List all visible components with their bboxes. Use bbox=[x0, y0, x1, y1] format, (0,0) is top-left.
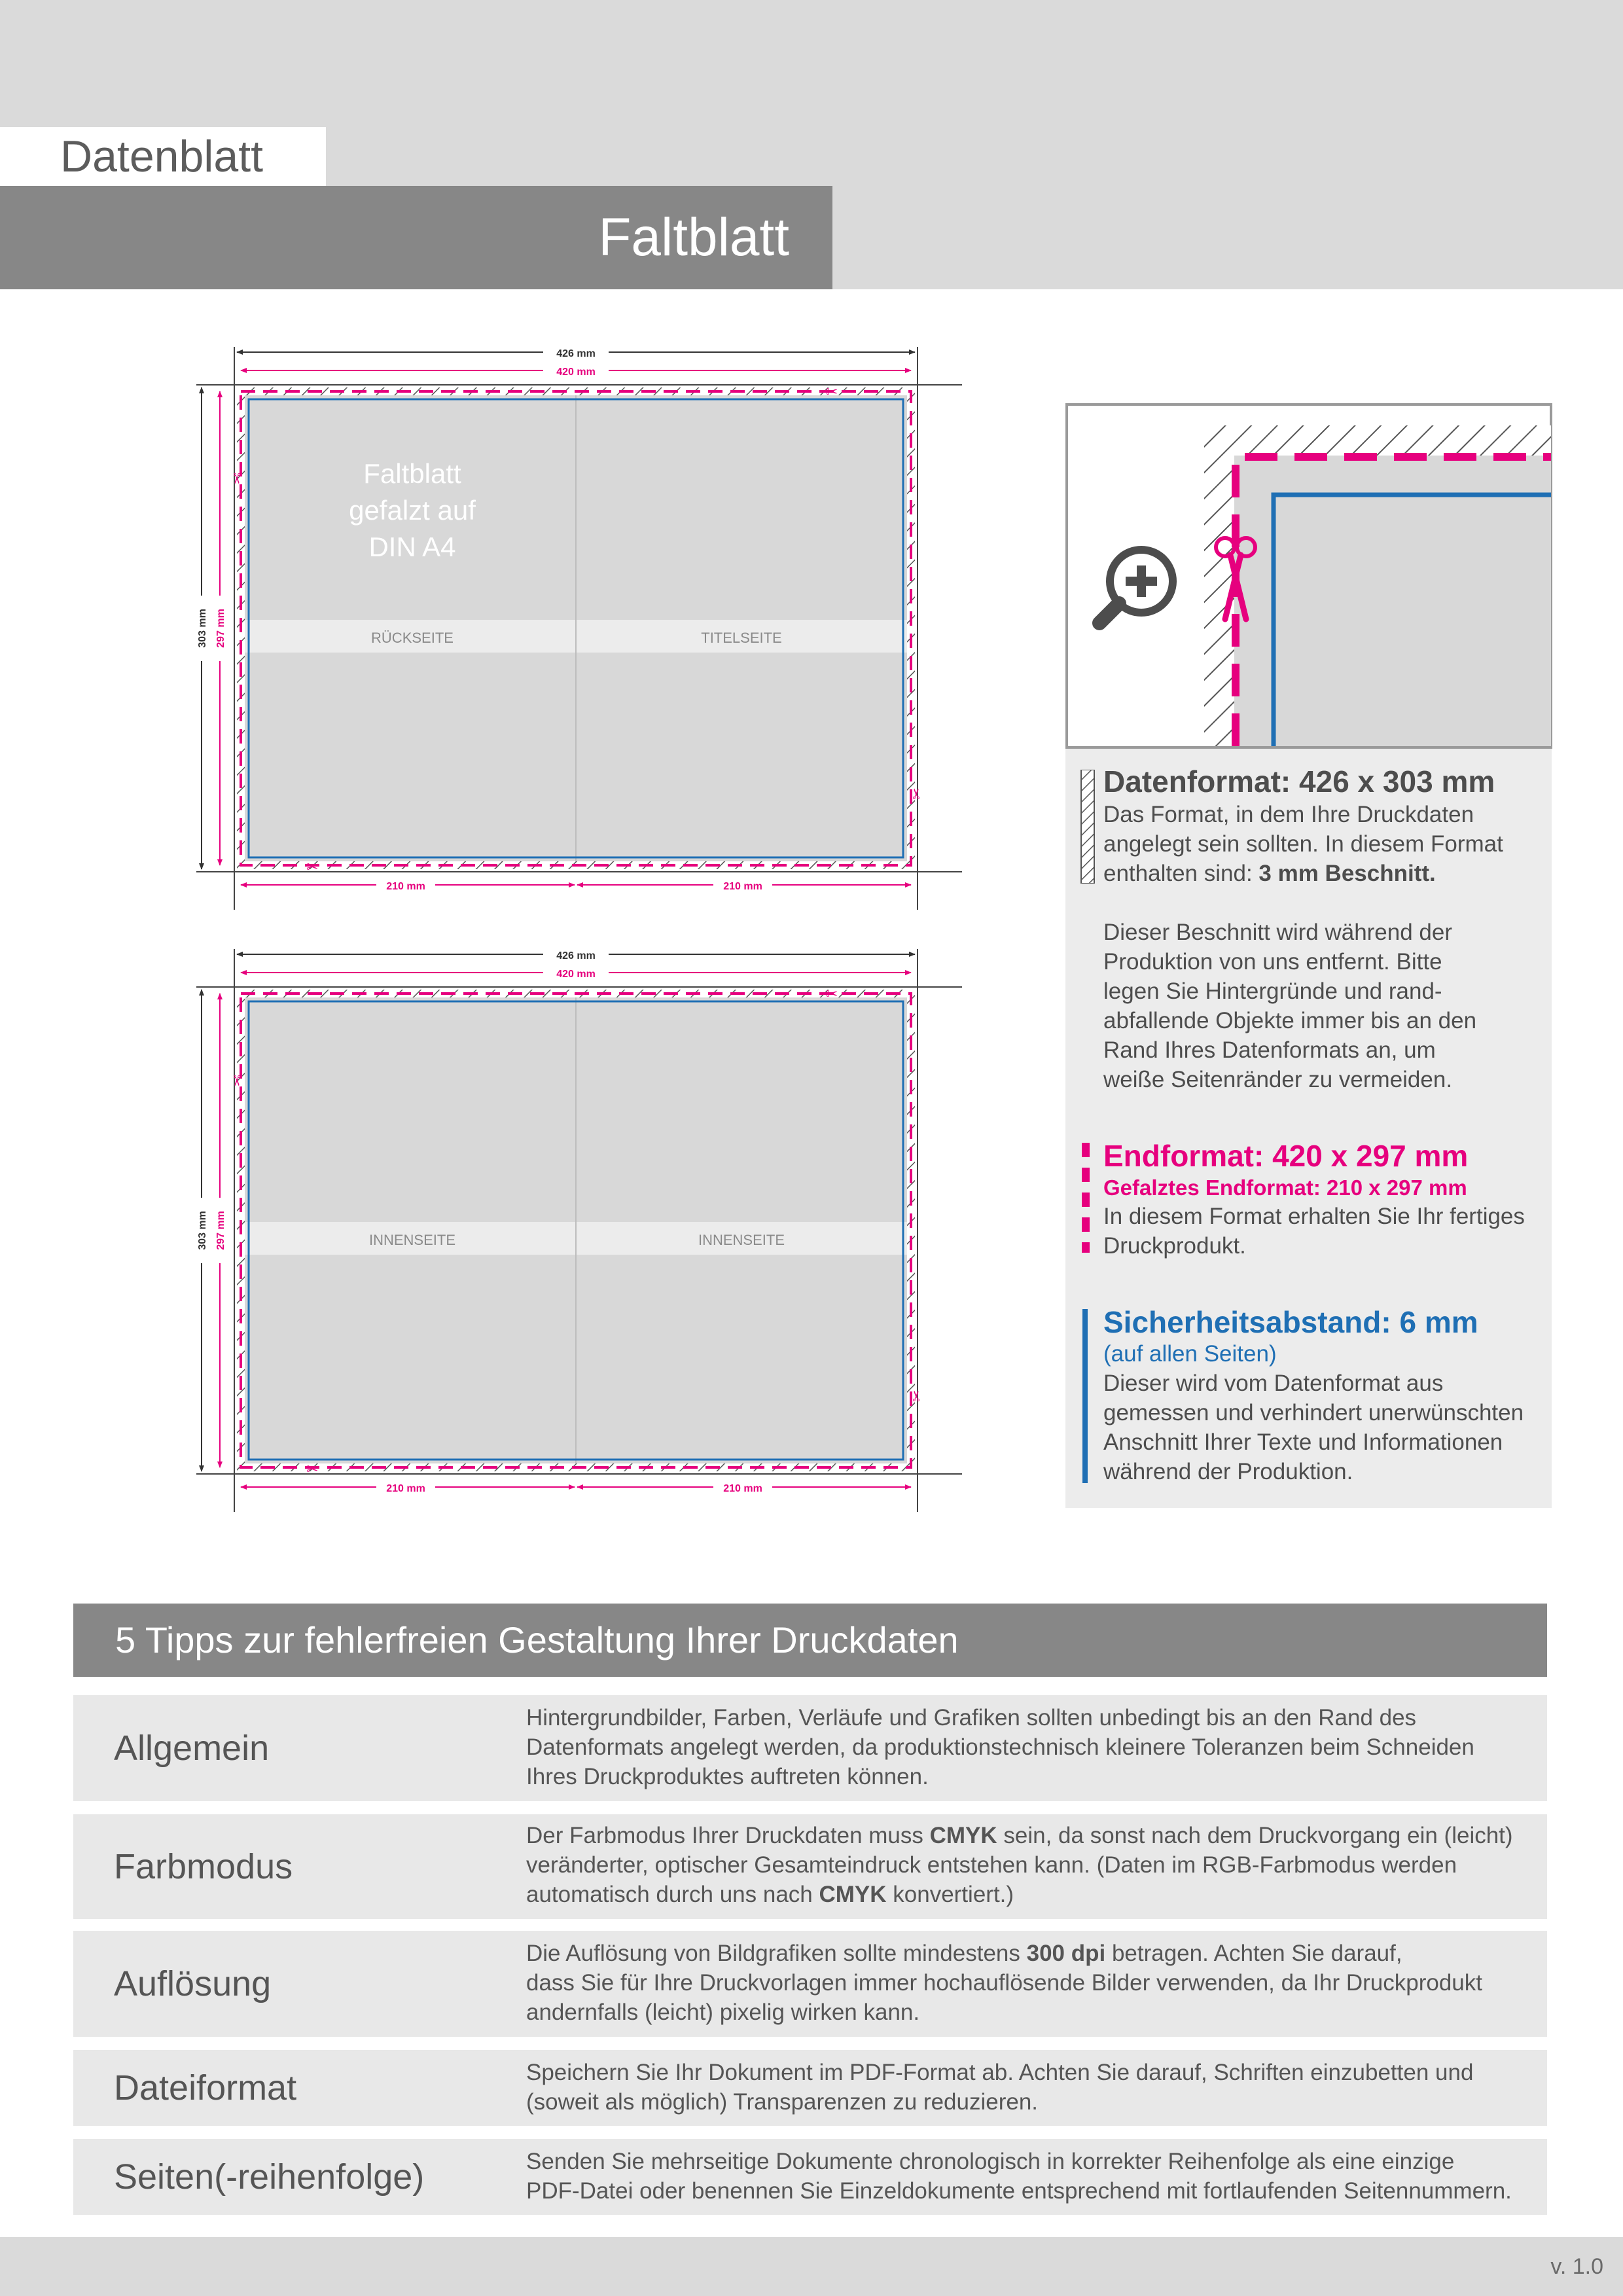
panel-label-left: INNENSEITE bbox=[368, 1232, 456, 1248]
dim-outer-height: 303 mm bbox=[197, 1211, 208, 1250]
datenformat-marker-icon bbox=[1080, 770, 1096, 884]
tips-title: 5 Tipps zur fehlerfreien Gestaltung Ihrer Druckdaten bbox=[115, 1619, 959, 1660]
zoom-detail-box bbox=[1065, 403, 1552, 749]
dim-final-height: 297 mm bbox=[215, 609, 226, 648]
svg-text:✂: ✂ bbox=[908, 1390, 925, 1402]
svg-text:✂: ✂ bbox=[826, 384, 838, 400]
panel-label-right: INNENSEITE bbox=[698, 1232, 785, 1248]
sicherheit-line: Dieser wird vom Datenformat aus bbox=[1103, 1371, 1444, 1396]
panel-label-right: TITELSEITE bbox=[701, 630, 782, 646]
datenformat-title: Datenformat: 426 x 303 mm bbox=[1103, 764, 1495, 798]
doc-type-tab bbox=[0, 127, 326, 186]
page-zoom bbox=[1234, 456, 1551, 746]
dim-outer-width: 426 mm bbox=[556, 950, 596, 961]
beschnitt-line: legen Sie Hintergründe und rand- bbox=[1103, 978, 1442, 1004]
tip-label: Allgemein bbox=[114, 1729, 270, 1768]
dim-panel-left: 210 mm bbox=[386, 1483, 425, 1494]
svg-text:✂: ✂ bbox=[228, 473, 245, 485]
version-label: v. 1.0 bbox=[1550, 2254, 1603, 2279]
tip-text: Die Auflösung von Bildgrafiken sollte mindestens 300 dpi betragen. Achten Sie darauf, dass Sie für Ihre Druckvorlagen immer hochauflösende Bilder verwenden, da Ihr Druckprodukt andernfalls (leicht) pixelig wirken kann. bbox=[526, 1941, 1482, 2025]
tips-header bbox=[73, 1604, 1547, 1677]
dim-final-height: 297 mm bbox=[215, 1211, 226, 1250]
svg-text:✂: ✂ bbox=[826, 986, 838, 1002]
dim-outer-width: 426 mm bbox=[556, 348, 596, 359]
sicherheit-line: während der Produktion. bbox=[1103, 1459, 1353, 1484]
layout-diagram-front bbox=[190, 340, 975, 916]
beschnitt-line: weiße Seitenränder zu vermeiden. bbox=[1103, 1067, 1453, 1092]
svg-text:✂: ✂ bbox=[306, 859, 319, 875]
svg-text:✂: ✂ bbox=[228, 1075, 245, 1087]
dim-final-width: 420 mm bbox=[556, 969, 596, 980]
endformat-subtitle: Gefalztes Endformat: 210 x 297 mm bbox=[1103, 1175, 1467, 1200]
tip-label: Farbmodus bbox=[114, 1847, 293, 1886]
datenformat-text-3: enthalten sind: 3 mm Beschnitt. bbox=[1103, 861, 1436, 886]
dim-panel-right: 210 mm bbox=[723, 1483, 762, 1494]
dim-panel-right: 210 mm bbox=[723, 881, 762, 892]
sicherheit-marker-icon bbox=[1082, 1309, 1088, 1483]
footer-band bbox=[0, 2237, 1623, 2296]
tip-text: Speichern Sie Ihr Dokument im PDF-Format ab. Achten Sie darauf, Schriften einzubetten und (soweit als möglich) Transparenzen zu reduzieren. bbox=[526, 2060, 1474, 2115]
product-title: Faltblatt bbox=[598, 207, 789, 267]
tip-row-allgemein bbox=[73, 1695, 1547, 1801]
product-title-bar bbox=[0, 186, 832, 289]
caption-line3: DIN A4 bbox=[368, 531, 456, 562]
sicherheit-line: Anschnitt Ihrer Texte und Informationen bbox=[1103, 1429, 1503, 1455]
layout-diagram-back bbox=[190, 942, 975, 1518]
datenformat-text-2: angelegt sein sollten. In diesem Format bbox=[1103, 831, 1503, 857]
svg-text:✂: ✂ bbox=[306, 1461, 319, 1477]
sicherheit-subtitle: (auf allen Seiten) bbox=[1103, 1341, 1277, 1367]
endformat-marker-icon bbox=[1081, 1143, 1090, 1253]
sicherheit-title: Sicherheitsabstand: 6 mm bbox=[1103, 1305, 1478, 1339]
beschnitt-line: Dieser Beschnitt wird während der bbox=[1103, 920, 1453, 945]
dim-panel-left: 210 mm bbox=[386, 881, 425, 892]
svg-text:✂: ✂ bbox=[908, 787, 925, 800]
beschnitt-line: abfallende Objekte immer bis an den bbox=[1103, 1008, 1477, 1033]
dim-final-width: 420 mm bbox=[556, 367, 596, 378]
tip-row-seiten bbox=[73, 2139, 1547, 2215]
sicherheit-line: gemessen und verhindert unerwünschten bbox=[1103, 1400, 1524, 1426]
endformat-title: Endformat: 420 x 297 mm bbox=[1103, 1139, 1469, 1173]
dim-outer-height: 303 mm bbox=[197, 609, 208, 648]
caption-line1: Faltblatt bbox=[363, 458, 461, 489]
tip-label: Dateiformat bbox=[114, 2068, 297, 2108]
tip-row-farbmodus bbox=[73, 1814, 1547, 1919]
panel-label-left: RÜCKSEITE bbox=[371, 630, 454, 646]
tip-label: Auflösung bbox=[114, 1964, 272, 2003]
endformat-text-1: In diesem Format erhalten Sie Ihr fertiges bbox=[1103, 1204, 1525, 1229]
endformat-text-2: Druckprodukt. bbox=[1103, 1233, 1246, 1259]
tip-row-dateiformat bbox=[73, 2050, 1547, 2126]
datenformat-text-1: Das Format, in dem Ihre Druckdaten bbox=[1103, 802, 1474, 827]
tip-text: Der Farbmodus Ihrer Druckdaten muss CMYK sein, da sonst nach dem Druckvorgang ein (leicht) veränderter, optischer Gesamteindruck entstehen kann. (Daten im RGB-Farbmodus werden automatisch durch uns nach CMYK konvertiert.) bbox=[526, 1823, 1513, 1907]
caption-line2: gefalzt auf bbox=[349, 495, 476, 526]
beschnitt-line: Produktion von uns entfernt. Bitte bbox=[1103, 949, 1442, 975]
beschnitt-line: Rand Ihres Datenformats an, um bbox=[1103, 1037, 1436, 1063]
doc-type-label: Datenblatt bbox=[60, 132, 263, 181]
tip-label: Seiten(-reihenfolge) bbox=[114, 2157, 425, 2197]
tip-text: Hintergrundbilder, Farben, Verläufe und Grafiken sollten unbedingt bis an den Rand des Datenformats angelegt werden, da produktionstechnisch kleinere Toleranzen beim Schneiden Ihres Druckproduktes auftreten können. bbox=[526, 1705, 1474, 1789]
tip-text: Senden Sie mehrseitige Dokumente chronologisch in korrekter Reihenfolge als eine einzige PDF-Datei oder benennen Sie Einzeldokumente entsprechend mit fortlaufenden Seitennummern. bbox=[526, 2149, 1512, 2204]
tip-row-aufloesung bbox=[73, 1931, 1547, 2037]
